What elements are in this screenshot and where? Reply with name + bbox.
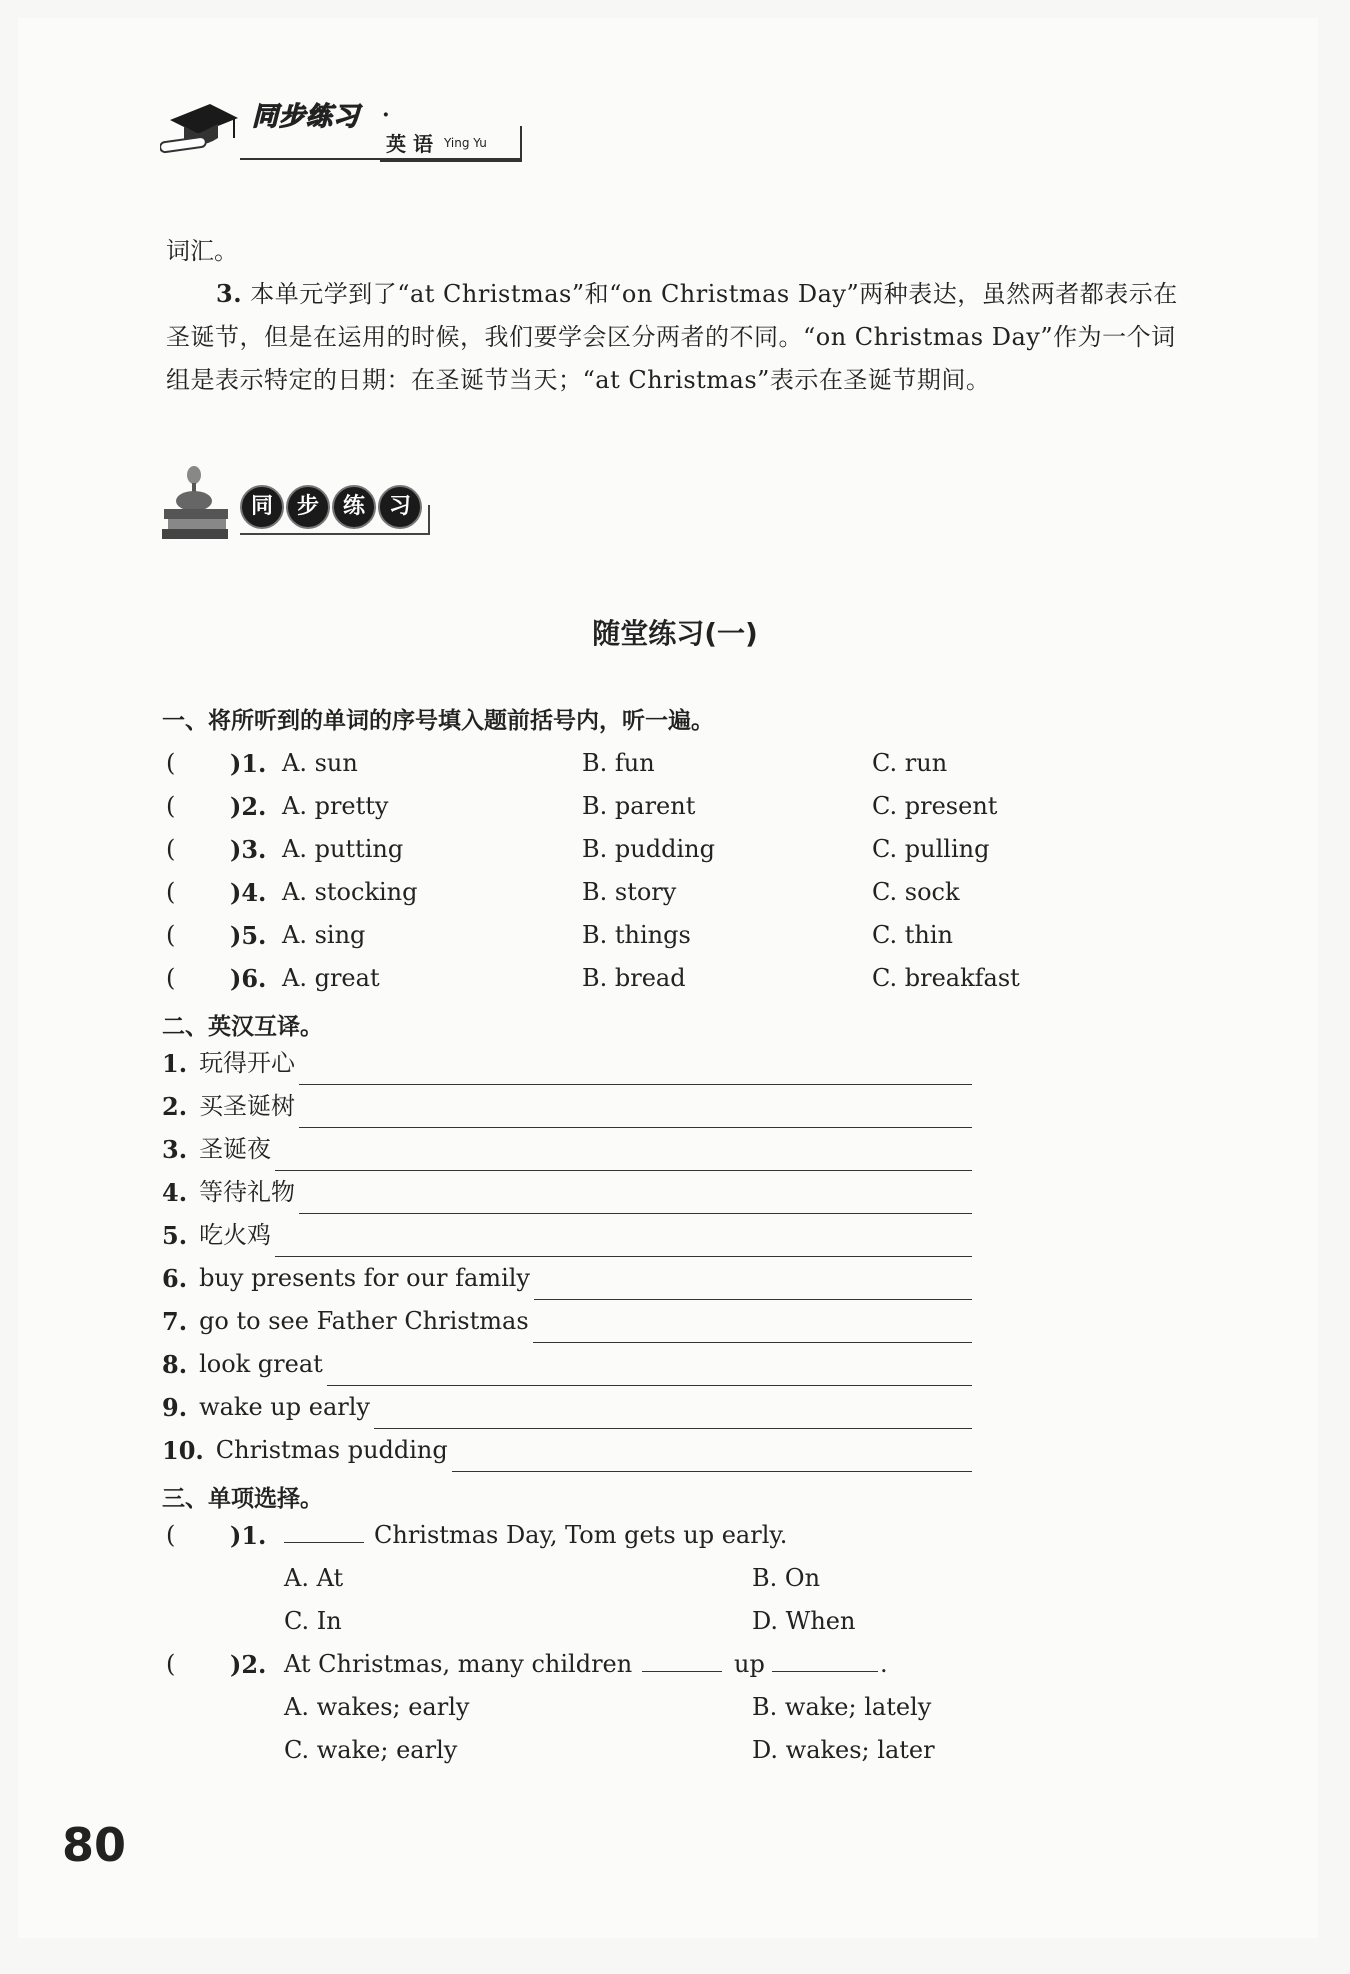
- listening-item: [162, 742, 1212, 785]
- translation-item: [162, 1300, 972, 1343]
- translation-item: [162, 1085, 972, 1128]
- badge-tick: [428, 505, 430, 535]
- option-c: C. present: [872, 792, 998, 820]
- exercise-title: 随堂练习(一): [592, 617, 758, 650]
- option-a: A. great: [282, 964, 380, 992]
- option-d: D. wakes; later: [752, 1736, 935, 1764]
- intro-line: 词汇。: [166, 237, 238, 265]
- item-text: look great: [199, 1350, 323, 1378]
- choice-question-2: [162, 1643, 1212, 1686]
- option-b: B. pudding: [582, 835, 715, 863]
- option-c: C. breakfast: [872, 964, 1020, 992]
- badge-char-1: 同: [240, 485, 284, 529]
- item-text: wake up early: [199, 1393, 370, 1421]
- answer-paren[interactable]: (: [166, 1650, 176, 1678]
- item-number: 4.: [162, 1178, 188, 1207]
- page-number: 80: [62, 1818, 127, 1872]
- header-underline: [240, 158, 520, 160]
- item-text: 圣诞夜: [199, 1135, 272, 1163]
- books-lamp-icon: [160, 465, 235, 545]
- question-blank[interactable]: [284, 1514, 364, 1557]
- answer-paren[interactable]: (: [166, 964, 176, 992]
- option-d: D. When: [752, 1607, 856, 1635]
- answer-blank[interactable]: [327, 1353, 972, 1386]
- option-a: A. At: [284, 1564, 344, 1592]
- answer-blank[interactable]: [452, 1439, 972, 1472]
- item-text: 玩得开心: [199, 1049, 296, 1077]
- listening-item: [162, 957, 1212, 1000]
- choice-options-row: [162, 1729, 1212, 1772]
- item-number: 8.: [162, 1350, 188, 1379]
- answer-paren[interactable]: (: [166, 878, 176, 906]
- intro-point-3: [166, 272, 1196, 402]
- option-a: A. pretty: [282, 792, 389, 820]
- translation-item: [162, 1171, 972, 1214]
- translation-item: [162, 1128, 972, 1171]
- option-a: A. stocking: [282, 878, 418, 906]
- listening-item: [162, 914, 1212, 957]
- answer-paren[interactable]: (: [166, 1521, 176, 1549]
- item-text: buy presents for our family: [199, 1264, 530, 1292]
- item-number: 10.: [162, 1436, 204, 1465]
- answer-paren[interactable]: (: [166, 792, 176, 820]
- question-stem-part-a: At Christmas, many children: [284, 1650, 633, 1678]
- badge-underline: [240, 533, 430, 535]
- badge-char-3: 练: [332, 485, 376, 529]
- item-number: 2.: [162, 1092, 188, 1121]
- choice-question-1: [162, 1514, 1212, 1557]
- question-blank[interactable]: [642, 1643, 722, 1686]
- answer-paren[interactable]: (: [166, 921, 176, 949]
- item-text: 等待礼物: [199, 1178, 296, 1206]
- part1-heading: 一、将所听到的单词的序号填入题前括号内，听一遍。: [162, 708, 714, 734]
- answer-blank[interactable]: [374, 1396, 972, 1429]
- answer-blank[interactable]: [275, 1224, 972, 1257]
- option-c: C. run: [872, 749, 948, 777]
- part2-heading: 二、英汉互译。: [162, 1014, 323, 1040]
- listening-item: [162, 871, 1212, 914]
- option-b: B. bread: [582, 964, 686, 992]
- header-subject: 英 语: [386, 132, 433, 156]
- answer-blank[interactable]: [533, 1310, 972, 1343]
- translation-item: [162, 1386, 972, 1429]
- translation-item: [162, 1257, 972, 1300]
- answer-paren[interactable]: (: [166, 835, 176, 863]
- translation-item: [162, 1429, 972, 1472]
- choice-options-row: [162, 1557, 1212, 1600]
- option-a: A. wakes; early: [284, 1693, 470, 1721]
- option-b: B. parent: [582, 792, 696, 820]
- option-b: B. fun: [582, 749, 655, 777]
- badge-char-4: 习: [378, 485, 422, 529]
- translation-item: [162, 1343, 972, 1386]
- answer-blank[interactable]: [299, 1181, 972, 1214]
- item-number: 5.: [162, 1221, 188, 1250]
- item-number: 1.: [162, 1049, 188, 1078]
- answer-blank[interactable]: [299, 1095, 972, 1128]
- question-stem-part-b: up: [734, 1650, 765, 1678]
- option-c: C. sock: [872, 878, 960, 906]
- option-b: B. wake; lately: [752, 1693, 932, 1721]
- item-number: 9.: [162, 1393, 188, 1422]
- answer-paren[interactable]: (: [166, 749, 176, 777]
- option-c: C. pulling: [872, 835, 990, 863]
- listening-item: [162, 785, 1212, 828]
- section-badge: [160, 465, 440, 545]
- item-number: 7.: [162, 1307, 188, 1336]
- item-text: 吃火鸡: [199, 1221, 272, 1249]
- translation-item: [162, 1214, 972, 1257]
- item-text: Christmas pudding: [215, 1436, 448, 1464]
- question-number: )2.: [230, 1650, 267, 1679]
- option-c: C. wake; early: [284, 1736, 458, 1764]
- listening-item: [162, 828, 1212, 871]
- item-text: 买圣诞树: [199, 1092, 296, 1120]
- header-title: 同步练习: [252, 102, 361, 132]
- question-stem: Christmas Day, Tom gets up early.: [374, 1521, 788, 1549]
- option-c: C. thin: [872, 921, 953, 949]
- question-blank[interactable]: [772, 1643, 878, 1686]
- choice-options-row: [162, 1600, 1212, 1643]
- badge-char-2: 步: [286, 485, 330, 529]
- answer-blank[interactable]: [534, 1267, 972, 1300]
- point-text: 本单元学到了“at Christmas”和“on Christmas Day”两种表达，虽然两者都表示在圣诞节，但是在运用的时候，我们要学会区分两者的不同。“on Christmas Day”作为一个词组是表示特定的日期：在圣诞节当天；“at Christmas”表示在圣诞节期间。: [166, 280, 1178, 394]
- option-a: A. putting: [282, 835, 404, 863]
- choice-options-row: [162, 1686, 1212, 1729]
- option-a: A. sing: [282, 921, 366, 949]
- item-number: )1.: [230, 749, 267, 778]
- item-number: )3.: [230, 835, 267, 864]
- header-dot: ·: [382, 102, 390, 128]
- item-number: )6.: [230, 964, 267, 993]
- answer-blank[interactable]: [299, 1052, 972, 1085]
- item-number: )5.: [230, 921, 267, 950]
- option-a: A. sun: [282, 749, 358, 777]
- question-stem-part-c: .: [880, 1650, 888, 1678]
- header-subject-box: [380, 126, 522, 162]
- item-number: )4.: [230, 878, 267, 907]
- option-c: C. In: [284, 1607, 342, 1635]
- point-number: 3.: [216, 279, 243, 308]
- translation-item: [162, 1042, 972, 1085]
- item-number: )2.: [230, 792, 267, 821]
- option-b: B. On: [752, 1564, 821, 1592]
- answer-blank[interactable]: [275, 1138, 972, 1171]
- header-pinyin: Ying Yu: [444, 136, 487, 150]
- item-number: 3.: [162, 1135, 188, 1164]
- page-header: [160, 88, 520, 168]
- option-b: B. things: [582, 921, 691, 949]
- option-b: B. story: [582, 878, 677, 906]
- item-number: 6.: [162, 1264, 188, 1293]
- question-number: )1.: [230, 1521, 267, 1550]
- item-text: go to see Father Christmas: [199, 1307, 529, 1335]
- part3-heading: 三、单项选择。: [162, 1486, 323, 1512]
- graduation-cap-icon: [160, 98, 240, 158]
